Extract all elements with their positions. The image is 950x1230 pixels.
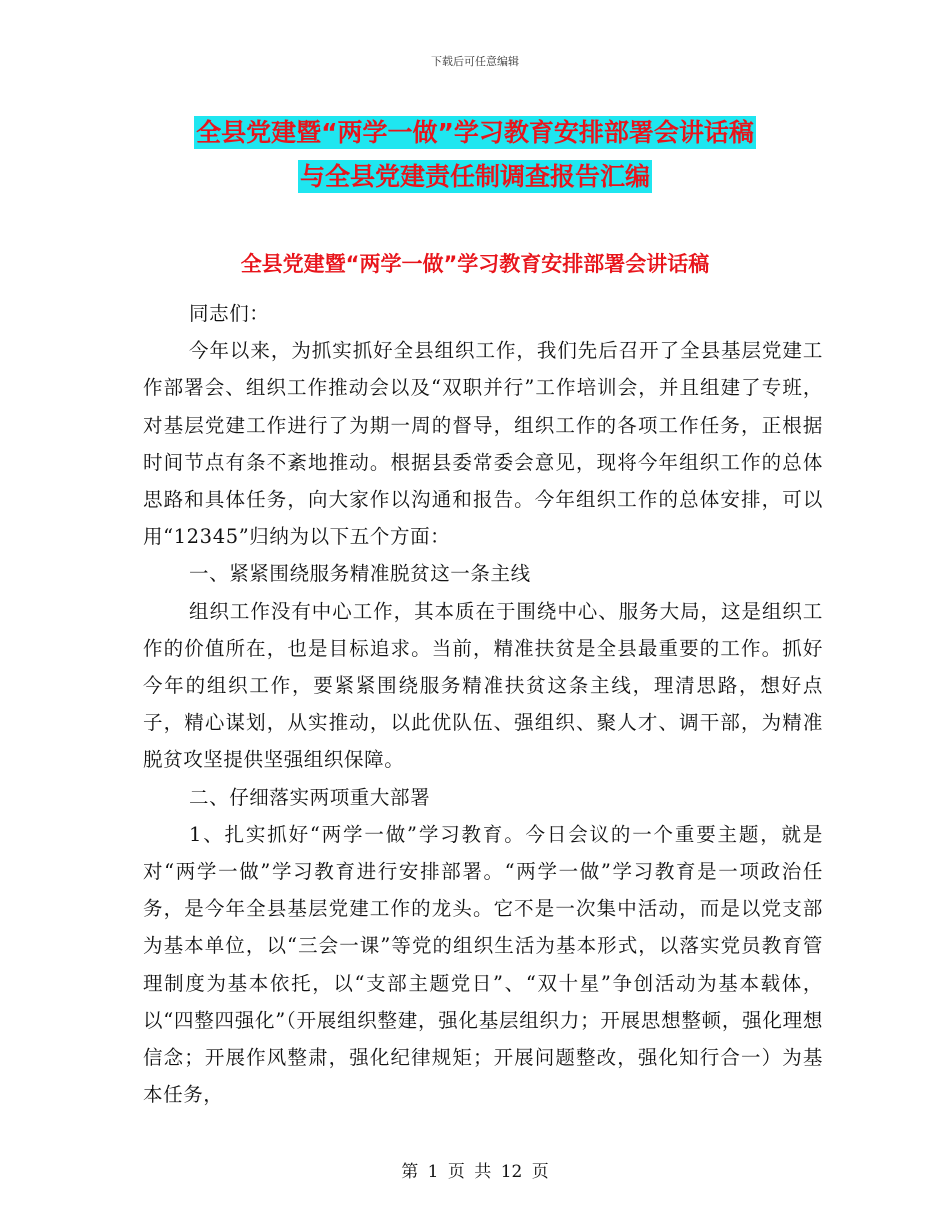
section-title: 全县党建暨“两学一做”学习教育安排部署会讲话稿: [240, 252, 710, 276]
body-paragraph: 今年以来，为抓实抓好全县组织工作，我们先后召开了全县基层党建工作部署会、组织工作推动会以及“双职并行”工作培训会，并且组建了专班，对基层党建工作进行了为期一周的督导，组织工作的各项工作任务，正根据时间节点有条不紊地推动。根据县委常委会意见，现将今年组织工作的总体思路和具体任务，向大家作以沟通和报告。今年组织工作的总体安排，可以用“12345”归纳为以下五个方面：: [143, 339, 823, 549]
document-title-line-2-text: 与全县党建责任制调查报告汇编: [299, 162, 650, 191]
section-heading: 二、仔细落实两项重大部署: [189, 785, 431, 809]
greeting-paragraph: 同志们：: [189, 302, 270, 325]
body-paragraph: 1、扎实抓好“两学一做”学习教育。今日会议的一个重要主题，就是对“两学一做”学习教育进行安排部署。“两学一做”学习教育是一项政治任务，是今年全县基层党建工作的龙头。它不是一次集中活动，而是以党支部为基本单位，以“三会一课”等党的组织生活为基本形式，以落实党员教育管理制度为基本依托，以“支部主题党日”、“双十星”争创活动为基本载体，以“四整四强化”（开展组织整建，强化基层组织力；开展思想整顿，强化理想信念；开展作风整肃，强化纪律规矩；开展问题整改，强化知行合一）为基本任务，: [143, 822, 823, 1107]
body-text: [143, 295, 823, 1113]
section-heading: 一、紧紧围绕服务精准脱贫这一条主线: [189, 562, 531, 586]
document-title-line-2: [0, 157, 950, 193]
header-note: 下载后可任意编辑: [431, 55, 519, 68]
body-paragraph: 组织工作没有中心工作，其本质在于围绕中心、服务大局，这是组织工作的价值所在，也是目标追求。当前，精准扶贫是全县最重要的工作。抓好今年的组织工作，要紧紧围绕服务精准扶贫这条主线，理清思路，想好点子，精心谋划，从实推动，以此优队伍、强组织、聚人才、调干部，为精准脱贫攻坚提供坚强组织保障。: [143, 599, 823, 772]
document-title-line-1: [0, 113, 950, 149]
page-footer: 第 1 页 共 12 页: [401, 1162, 549, 1182]
document-title-line-1-text: 全县党建暨“两学一做”学习教育安排部署会讲话稿: [196, 118, 754, 147]
